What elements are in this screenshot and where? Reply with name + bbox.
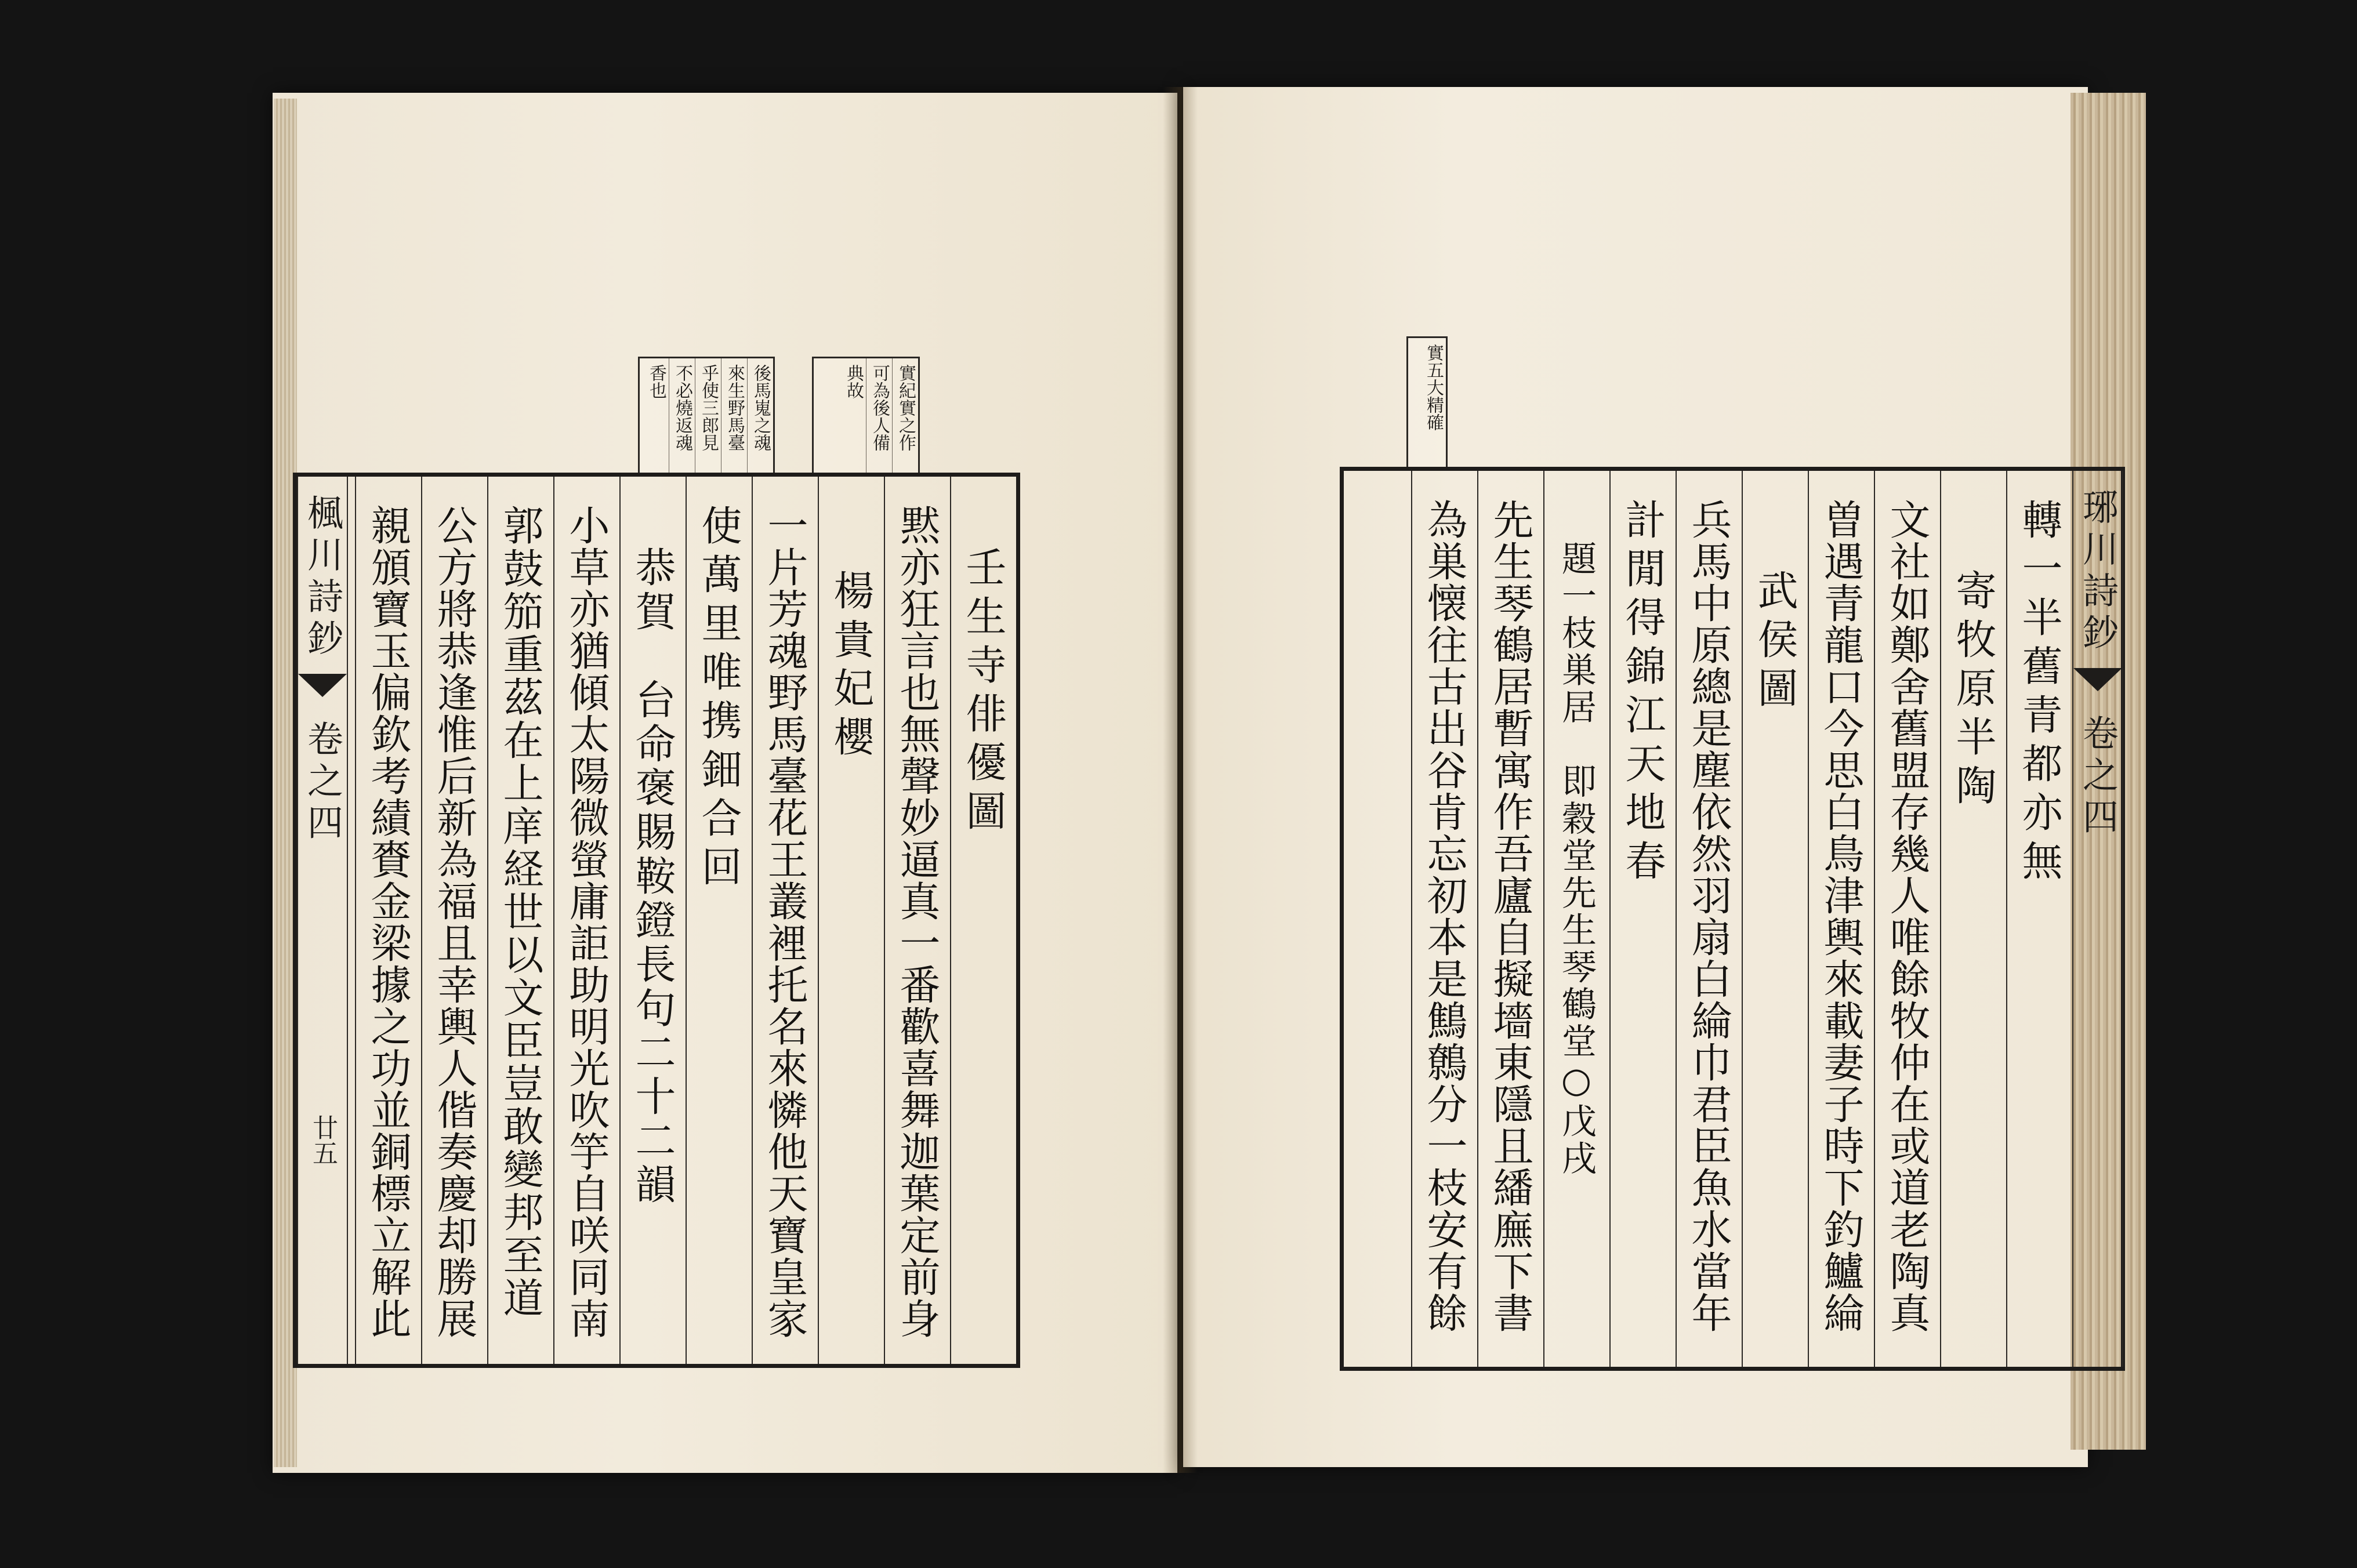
column-text: 郭鼓笳重茲在上庠経世以文臣豈敢變邦至道 <box>496 504 544 1320</box>
text-column <box>355 477 421 1364</box>
headnote-right-1 <box>1406 336 1448 470</box>
book-title: 楓川詩鈔 <box>301 494 344 661</box>
text-column <box>1940 471 2006 1367</box>
column-text: 恭賀 台命褒賜鞍鐙長句二十二韻 <box>629 546 676 1207</box>
column-rule <box>884 477 885 1364</box>
headnote-line: 後馬嵬之魂 <box>747 358 773 474</box>
column-text: 先生琴鶴居暫寓作吾廬自擬墻東隱且繙廡下書 <box>1486 499 1534 1334</box>
text-column <box>1477 471 1543 1367</box>
column-rule <box>2006 471 2007 1367</box>
column-text: 使萬里唯携鈿合回 <box>695 504 742 894</box>
column-rule <box>1609 471 1611 1367</box>
left-text-frame <box>293 473 1020 1368</box>
column-rule <box>1742 471 1743 1367</box>
fish-tail-mark <box>2073 668 2122 691</box>
column-rule <box>1477 471 1478 1367</box>
column-rule <box>1940 471 1941 1367</box>
column-rule <box>355 477 356 1364</box>
column-rule <box>1874 471 1875 1367</box>
fish-tail-mark <box>298 674 347 697</box>
text-column <box>2006 471 2072 1367</box>
column-text: 楊貴妃櫻 <box>827 569 875 764</box>
right-title-strip <box>2072 471 2123 1367</box>
column-text: 計閒得錦江天地春 <box>1619 499 1666 888</box>
column-rule <box>619 477 621 1364</box>
column-text: 小草亦猶傾太陽微螢庸詎助明光吹竽自咲同南 <box>563 504 610 1340</box>
left-title-strip <box>297 477 348 1364</box>
book-title: 琊川詩鈔 <box>2076 488 2119 655</box>
column-rule <box>950 477 951 1364</box>
column-text: 黙亦狂言也無聲妙逼真一番歡喜舞迦葉定前身 <box>893 504 941 1340</box>
column-rule <box>421 477 422 1364</box>
column-rule <box>1411 471 1412 1367</box>
column-text: 曽遇青龍口今思白鳥津輿來載妻子時下釣鱸綸 <box>1817 499 1865 1334</box>
column-text: 轉一半舊青都亦無 <box>2015 499 2063 888</box>
text-column <box>1609 471 1676 1367</box>
column-rule <box>686 477 687 1364</box>
headnote-line: 來生野馬臺 <box>721 358 747 474</box>
text-column <box>752 477 818 1364</box>
book-gutter <box>1163 87 1198 1473</box>
column-text: 一片芳魂野馬臺花王叢裡托名來憐他天寶皇家 <box>761 504 808 1340</box>
text-column <box>553 477 619 1364</box>
text-column <box>1808 471 1874 1367</box>
column-rule <box>1808 471 1809 1367</box>
bleed-through <box>1537 348 1558 418</box>
column-text: 為巣懐往古出谷肯忘初本是鷦鷯分一枝安有餘 <box>1420 499 1468 1334</box>
column-text: 兵馬中原總是塵依然羽扇白綸巾君臣魚水當年 <box>1685 499 1732 1334</box>
column-rule <box>752 477 753 1364</box>
text-column <box>487 477 553 1364</box>
volume-label: 卷之四 <box>301 720 344 845</box>
text-column <box>1742 471 1808 1367</box>
column-rule <box>818 477 819 1364</box>
headnote-line: 實紀實之作 <box>892 358 918 474</box>
headnote-line: 香也 <box>646 364 666 399</box>
right-text-frame <box>1340 467 2125 1371</box>
column-text: 親頒寶玉偏欽考績賚金梁據之功並銅標立解此 <box>364 504 412 1340</box>
headnote-line: 典故 <box>843 364 864 399</box>
column-rule <box>1543 471 1544 1367</box>
headnote-left-2 <box>638 357 775 476</box>
column-rule <box>553 477 554 1364</box>
column-text: 武侯圖 <box>1751 569 1798 716</box>
headnote-line: 不必燒返魂 <box>669 358 695 474</box>
column-text: 文社如鄭舍舊盟存幾人唯餘牧仲在或道老陶真 <box>1883 499 1931 1334</box>
text-column <box>884 477 950 1364</box>
text-column <box>818 477 884 1364</box>
column-text: 題一枝巣居 即穀堂先生琴鶴堂○戊戌 <box>1556 540 1597 1177</box>
column-text: 寄牧原半陶 <box>1949 569 1997 813</box>
text-column <box>686 477 752 1364</box>
text-column <box>1543 471 1609 1367</box>
text-column <box>619 477 686 1364</box>
column-rule <box>487 477 488 1364</box>
column-rule <box>1676 471 1677 1367</box>
headnote-line: 乎使三郎見 <box>695 358 721 474</box>
column-text: 公方將恭逢惟后新為福且幸輿人偕奏慶却勝展 <box>430 504 478 1340</box>
text-column <box>950 477 1016 1364</box>
headnote-left-1 <box>812 357 920 476</box>
folio-number: 廿五 <box>308 1115 338 1166</box>
volume-label: 卷之四 <box>2076 714 2119 840</box>
headnote-line: 可為後人備 <box>866 358 892 474</box>
text-column <box>1874 471 1940 1367</box>
headnote-line: 實五大精確 <box>1423 344 1444 431</box>
text-column <box>421 477 487 1364</box>
column-text: 壬生寺俳優圖 <box>959 546 1007 839</box>
text-column <box>1676 471 1742 1367</box>
text-column <box>1411 471 1477 1367</box>
